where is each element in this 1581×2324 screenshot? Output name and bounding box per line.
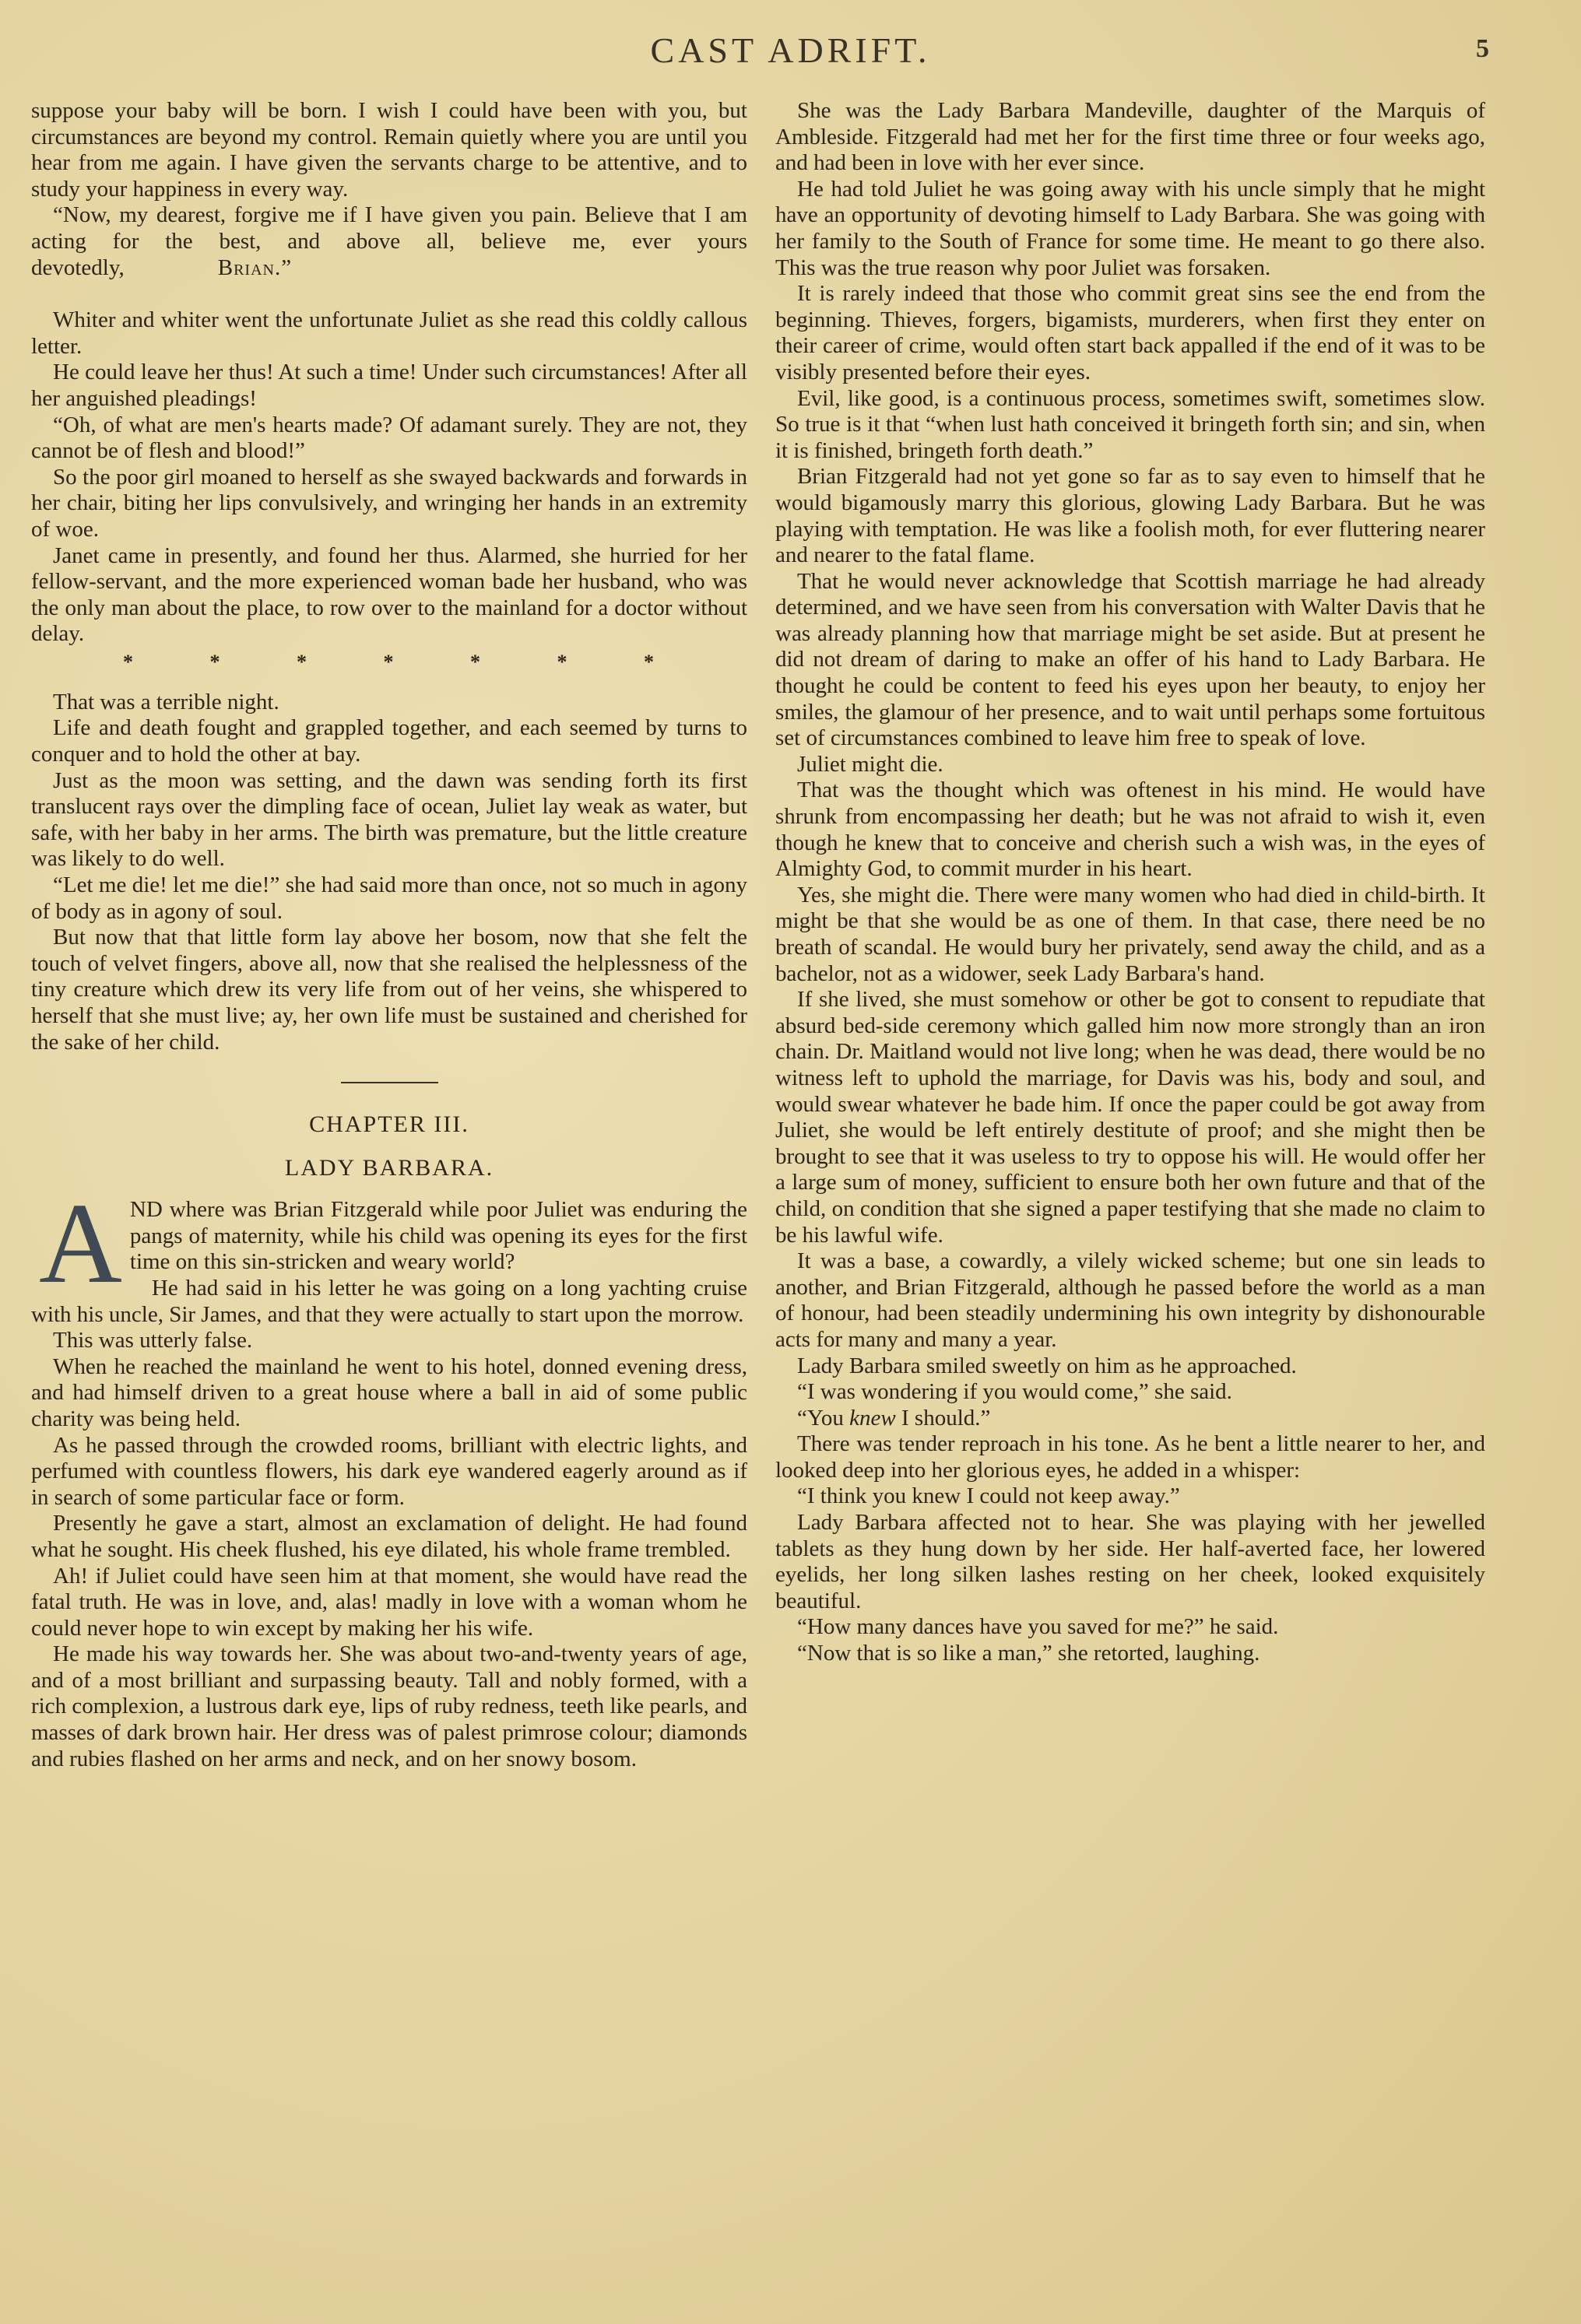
- body-paragraph: Evil, like good, is a continuous process, sometimes swift, sometimes slow. So true is it that “when lust hath conceived it bringeth forth sin; and sin, when it is finished, bringeth forth death.”: [775, 385, 1485, 463]
- body-paragraph: That was a terrible night.: [53, 689, 279, 714]
- chapter-divider-rule: [341, 1082, 438, 1083]
- asterisk: *: [297, 650, 307, 673]
- body-paragraph: It is rarely indeed that those who commit great sins see the end from the beginning. Thieves, forgers, bigamists, murderers, when first they enter on their career of crime, would often start back appalled if the end of it was to be visibly presented before their eyes.: [775, 281, 1485, 384]
- body-paragraph: But now that that little form lay above her bosom, now that she felt the touch of velvet fingers, above all, now that she realised the helplessness of the tiny creature which drew its very life from out of her veins, she whispered to herself that she must live; ay, her own life must be sustained and cherished for the sake of her child.: [31, 925, 747, 1055]
- asterisk: *: [644, 650, 654, 673]
- body-paragraph: She was the Lady Barbara Mandeville, daughter of the Marquis of Ambleside. Fitzgerald had met her for the first time three or four weeks ago, and had been in love with her ever since.: [775, 98, 1485, 176]
- running-header: [0, 30, 1581, 76]
- body-paragraph: As he passed through the crowded rooms, brilliant with electric lights, and perfumed with countless flowers, his dark eye wandered eagerly around as if in search of some particular face or form.: [31, 1432, 747, 1510]
- letter-closing-text: “Now, my dearest, forgive me if I have given you pain. Believe that I am acting for the best, and above all, believe me, ever yours devotedly,: [31, 202, 747, 280]
- dialogue-text: I should.”: [895, 1405, 991, 1431]
- body-paragraph: It was a base, a cowardly, a vilely wicked scheme; but one sin leads to another, and Brian Fitzgerald, although he passed before the world as a man of honour, had been steadily undermining his own integrity by dishonourable acts for many and many a year.: [775, 1248, 1485, 1352]
- letter-paragraph: suppose your baby will be born. I wish I could have been with you, but circumstances are beyond my control. Remain quietly where you are until you hear from me again. I have given the servants charge to be attentive, and to study your happiness in every way.: [31, 98, 747, 202]
- body-paragraph: Juliet might die.: [797, 751, 943, 777]
- running-title: CAST ADRIFT.: [650, 30, 931, 70]
- dialogue-text: “You: [797, 1405, 850, 1431]
- emphasis-text: knew: [849, 1405, 896, 1431]
- asterisk: *: [557, 650, 567, 673]
- dialogue-paragraph: “Now that is so like a man,” she retorted, laughing.: [797, 1641, 1260, 1666]
- right-column: [775, 98, 1485, 1667]
- dialogue-paragraph: “How many dances have you saved for me?” he said.: [797, 1614, 1279, 1640]
- asterisk: *: [383, 650, 394, 673]
- body-paragraph: Whiter and whiter went the unfortunate Juliet as she read this coldly callous letter.: [31, 307, 747, 359]
- body-paragraph: “Oh, of what are men's hearts made? Of adamant surely. They are not, they cannot be of flesh and blood!”: [31, 412, 747, 464]
- body-paragraph: When he reached the mainland he went to his hotel, donned evening dress, and had himself driven to a great house where a ball in aid of some public charity was being held.: [31, 1353, 747, 1431]
- body-paragraph: That was the thought which was oftenest in his mind. He would have shrunk from encompassing her death; but he was not afraid to wish it, even though he knew that to conceive and cherish such a wish was, in the eyes of Almighty God, to commit murder in his heart.: [775, 778, 1485, 882]
- chapter-title: LADY BARBARA.: [284, 1155, 494, 1181]
- body-paragraph: Janet came in presently, and found her thus. Alarmed, she hurried for her fellow-servant, and the more experienced woman bade her husband, who was the only man about the place, to row over to the mainland for a doctor without delay.: [31, 542, 747, 647]
- body-paragraph: He had said in his letter he was going on a long yachting cruise with his uncle, Sir James, and that they were actually to start upon the morrow.: [31, 1275, 747, 1327]
- body-paragraph: He made his way towards her. She was about two-and-twenty years of age, and of a most brilliant and surpassing beauty. Tall and nobly formed, with a rich complexion, a lustrous dark eye, lips of ruby redness, teeth like pearls, and masses of dark brown hair. Her dress was of palest primrose colour; diamonds and rubies flashed on her arms and neck, and on her snowy bosom.: [31, 1641, 747, 1771]
- body-paragraph: Lady Barbara affected not to hear. She was playing with her jewelled tablets as they hung down by her side. Her half-averted face, her lowered eyelids, her long silken lashes resting on her cheek, looked exquisitely beautiful.: [775, 1510, 1485, 1613]
- paragraph-gap: [31, 281, 747, 307]
- letter-signature: Brian.”: [217, 255, 293, 280]
- asterisk: *: [123, 650, 133, 673]
- section-break-asterisks: [31, 649, 747, 676]
- body-paragraph: Lady Barbara smiled sweetly on him as he approached.: [797, 1353, 1297, 1378]
- left-column: [31, 98, 747, 1772]
- drop-cap: A: [39, 1180, 122, 1308]
- asterisk: *: [470, 650, 480, 673]
- page-number: 5: [1476, 34, 1489, 63]
- letter-closing-paragraph: [31, 202, 747, 281]
- body-paragraph: This was utterly false.: [53, 1328, 253, 1353]
- chapter-number: CHAPTER III.: [309, 1111, 469, 1138]
- body-paragraph: Presently he gave a start, almost an exclamation of delight. He had found what he sought. His cheek flushed, his eye dilated, his whole frame trembled.: [31, 1511, 747, 1562]
- body-paragraph: Ah! if Juliet could have seen him at that moment, she would have read the fatal truth. He was in love, and, alas! madly in love with a woman whom he could never hope to win except by making her his wife.: [31, 1563, 747, 1641]
- body-paragraph: So the poor girl moaned to herself as she swayed backwards and forwards in her chair, biting her lips convulsively, and wringing her hands in an extremity of woe.: [31, 464, 747, 542]
- body-paragraph: Life and death fought and grappled together, and each seemed by turns to conquer and to hold the other at bay.: [31, 715, 747, 767]
- body-paragraph: Brian Fitzgerald had not yet gone so far as to say even to himself that he would bigamously marry this glorious, glowing Lady Barbara. But he was playing with temptation. He was like a foolish moth, for ever fluttering nearer and nearer to the fatal flame.: [775, 464, 1485, 568]
- opening-paragraph-text: ND where was Brian Fitzgerald while poor Juliet was enduring the pangs of maternity, while his child was opening its eyes for the first time on this sin-stricken and weary world?: [129, 1197, 747, 1275]
- body-paragraph: He could leave her thus! At such a time! Under such circumstances! After all her anguished pleadings!: [31, 360, 747, 411]
- body-paragraph: He had told Juliet he was going away with his uncle simply that he might have an opportunity of devoting himself to Lady Barbara. She was going with her family to the South of France for some time. He meant to go there also. This was the true reason why poor Juliet was forsaken.: [775, 176, 1485, 280]
- body-paragraph: If she lived, she must somehow or other be got to consent to repudiate that absurd bed-side ceremony which galled him now more strongly than an iron chain. Dr. Maitland would not live long; when he was dead, there would be no witness left to uphold the marriage, for Davis was his, body and soul, and would swear whatever he bade him. If once the paper could be got away from Juliet, she would be left entirely destitute of proof; and she might then be brought to see that it was useless to try to oppose his will. He would offer her a large sum of money, sufficient to ensure both her own future and that of the child, on condition that she signed a paper testifying that she made no claim to be his lawful wife.: [775, 987, 1485, 1248]
- body-paragraph: Just as the moon was setting, and the dawn was sending forth its first translucent rays over the dimpling face of ocean, Juliet lay weak as water, but safe, with her baby in her arms. The birth was premature, but the little creature was likely to do well.: [31, 767, 747, 872]
- dialogue-paragraph: “I think you knew I could not keep away.”: [797, 1483, 1180, 1509]
- asterisk: *: [209, 650, 220, 673]
- dialogue-paragraph: “I was wondering if you would come,” she said.: [797, 1379, 1232, 1405]
- body-paragraph: There was tender reproach in his tone. As he bent a little nearer to her, and looked deep into her glorious eyes, he added in a whisper:: [775, 1431, 1485, 1483]
- body-paragraph: “Let me die! let me die!” she had said more than once, not so much in agony of body as in agony of soul.: [31, 872, 747, 924]
- body-paragraph: That he would never acknowledge that Scottish marriage he had already determined, and we have seen from his conversation with Walter Davis that he was already planning how that marriage might be set aside. But at present he did not dream of daring to make an offer of his hand to Lady Barbara. He thought he could be content to feed his eyes upon her beauty, to enjoy her smiles, the glamour of her presence, and to wait until perhaps some fortuitous set of circumstances combined to leave him free to speak of love.: [775, 568, 1485, 751]
- body-paragraph: Yes, she might die. There were many women who had died in child-birth. It might be that she would be as one of them. In that case, there need be no breath of scandal. He would bury her privately, send away the child, and as a bachelor, not as a widower, seek Lady Barbara's hand.: [775, 882, 1485, 986]
- dialogue-paragraph: [775, 1406, 1485, 1432]
